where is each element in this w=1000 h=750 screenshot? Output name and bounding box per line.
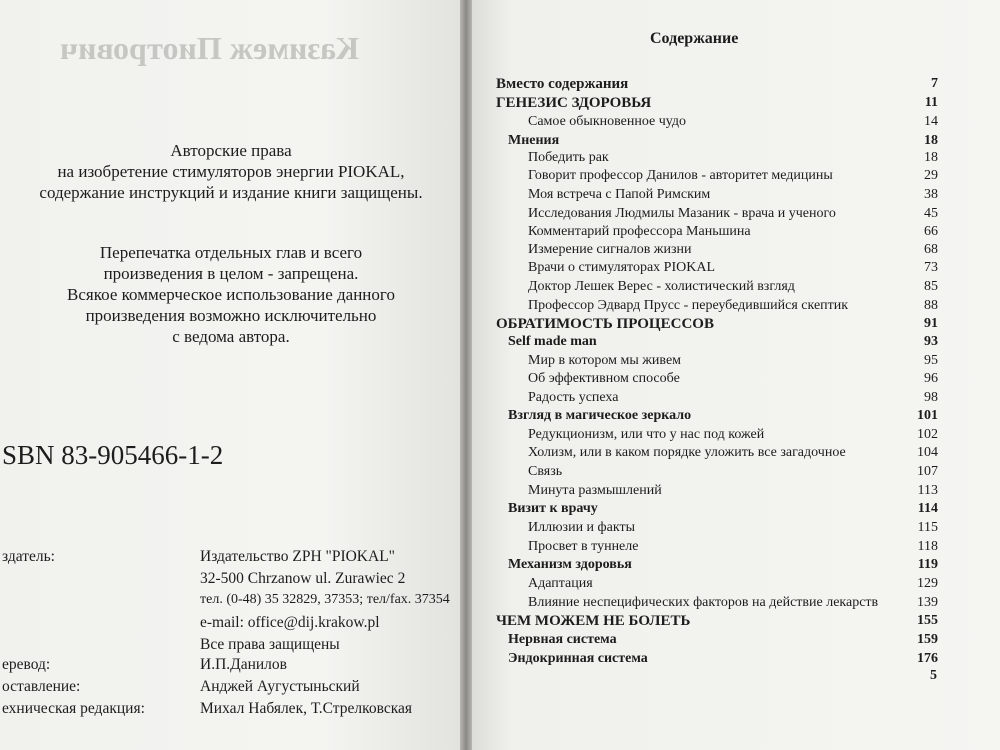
toc-entry-title: Исследования Людмилы Мазаник - врача и ученого	[528, 206, 836, 221]
toc-entry-title: Самое обыкновенное чудо	[528, 114, 687, 129]
toc-entry-page: 85	[924, 279, 938, 294]
toc-entry-page: 114	[917, 501, 938, 516]
toc-entry	[0, 186, 1000, 204]
toc-entry	[0, 315, 1000, 333]
toc-entry	[0, 612, 1000, 630]
toc-entry-page: 95	[924, 353, 938, 368]
toc-entry-page: 93	[924, 334, 938, 349]
toc-heading: Содержание	[650, 30, 739, 47]
copyright-line: содержание инструкций и издание книги защищены.	[39, 183, 423, 202]
toc-entry	[0, 482, 1000, 500]
publisher-email: e-mail: office@dij.krakow.pl	[200, 614, 380, 631]
toc-entry-title: Взгляд в магическое зеркало	[508, 408, 692, 423]
toc-entry-title: Адаптация	[528, 576, 593, 591]
toc-entry-title: Радость успеха	[528, 390, 619, 405]
toc-entry-page: 68	[924, 242, 938, 257]
toc-entry-page: 115	[917, 520, 938, 535]
toc-entry-page: 104	[917, 445, 938, 460]
toc-entry-page: 155	[917, 613, 938, 628]
toc-entry	[0, 463, 1000, 481]
toc-entry	[0, 278, 1000, 296]
toc-entry	[0, 149, 1000, 167]
toc-entry	[0, 75, 1000, 93]
toc-entry-title: Механизм здоровья	[508, 557, 632, 572]
imprint-label-technical-editing: ехническая редакция:	[2, 700, 145, 717]
toc-entry-page: 113	[917, 483, 938, 498]
imprint-label-compilation: оставление:	[2, 678, 81, 695]
isbn: SBN 83-905466-1-2	[2, 440, 224, 470]
toc-entry	[0, 650, 1000, 668]
bleed-through-author: Казимеж Пиотрович	[60, 30, 360, 66]
toc-entry-title: Редукционизм, или что у нас под кожей	[528, 427, 765, 442]
toc-entry	[0, 370, 1000, 388]
toc-entry-page: 118	[917, 539, 938, 554]
reprint-line: Перепечатка отдельных глав и всего	[99, 243, 363, 262]
toc-entry-page: 139	[917, 595, 938, 610]
toc-entry-page: 96	[924, 371, 938, 386]
reprint-line: с ведома автора.	[172, 327, 290, 346]
toc-entry-title: Просвет в туннеле	[528, 539, 639, 554]
toc-entry-title: Нервная система	[508, 632, 617, 647]
toc-entry	[0, 297, 1000, 315]
toc-entry-page: 38	[924, 187, 938, 202]
toc-entry-title: Врачи о стимуляторах PIOKAL	[528, 260, 715, 275]
toc-entry-title: Связь	[528, 464, 563, 479]
toc-entry	[0, 556, 1000, 574]
publisher-address: 32-500 Chrzanow ul. Zurawiec 2	[200, 570, 406, 587]
toc-entry-page: 98	[924, 390, 938, 405]
toc-entry-title: Иллюзии и факты	[528, 520, 635, 535]
toc-entry-page: 18	[924, 150, 938, 165]
toc-entry-title: Победить рак	[528, 150, 609, 165]
toc-entry-page: 7	[931, 76, 938, 91]
copyright-line: на изобретение стимуляторов энергии PIOKAL,	[57, 162, 405, 181]
toc-entry-title: Говорит профессор Данилов - авторитет медицины	[528, 168, 833, 183]
toc-entry-page: 102	[917, 427, 938, 442]
toc-entry	[0, 167, 1000, 185]
page-number: 5	[930, 668, 937, 683]
toc-entry	[0, 333, 1000, 351]
toc-entry	[0, 538, 1000, 556]
toc-entry-title: Доктор Лешек Верес - холистический взгляд	[528, 279, 795, 294]
toc-entry	[0, 94, 1000, 112]
toc-entry	[0, 223, 1000, 241]
technical-editors: Михал Набялек, Т.Стрелковская	[200, 700, 413, 717]
reprint-line: произведения в целом - запрещена.	[103, 264, 359, 283]
translator: И.П.Данилов	[200, 656, 287, 673]
toc-entry-page: 107	[917, 464, 938, 479]
toc-entry-page: 119	[917, 557, 938, 572]
toc-entry	[0, 631, 1000, 649]
imprint-label-translation: еревод:	[2, 656, 51, 673]
toc-entry	[0, 519, 1000, 537]
toc-entry-title: Эндокринная система	[508, 651, 648, 666]
toc-entry-title: Об эффективном способе	[528, 371, 680, 386]
publisher-phone: тел. (0-48) 35 32829, 37353; тел/fax. 37354	[200, 592, 450, 607]
reprint-line: произведения возможно исключительно	[85, 306, 377, 325]
toc-entry	[0, 500, 1000, 518]
toc-entry	[0, 113, 1000, 131]
toc-entry-title: Минута размышлений	[528, 483, 662, 498]
toc-entry-title: Измерение сигналов жизни	[528, 242, 692, 257]
toc-entry-page: 73	[924, 260, 938, 275]
toc-entry	[0, 594, 1000, 612]
toc-entry-page: 45	[924, 206, 938, 221]
toc-entry-page: 176	[917, 651, 938, 666]
toc-entry	[0, 575, 1000, 593]
toc-entry-title: Холизм, или в каком порядке уложить все загадочное	[528, 445, 846, 460]
toc-entry-page: 101	[917, 408, 938, 423]
toc-entry-page: 91	[924, 316, 938, 331]
toc-entry-page: 129	[917, 576, 938, 591]
toc-entry-title: Self made man	[508, 334, 597, 349]
copyright-line: Авторские права	[170, 141, 292, 160]
toc-entry-title: Вместо содержания	[496, 76, 629, 92]
toc-entry	[0, 259, 1000, 277]
rights-reserved: Все права защищены	[200, 636, 340, 653]
compiler: Анджей Аугустыньский	[200, 678, 360, 695]
toc-entry	[0, 444, 1000, 462]
toc-entry-title: Комментарий профессора Маньшина	[528, 224, 751, 239]
toc-entry-page: 159	[917, 632, 938, 647]
reprint-line: Всякое коммерческое использование данного	[67, 285, 395, 304]
toc-entry-page: 11	[924, 95, 938, 110]
toc-entry-page: 29	[924, 168, 938, 183]
toc-entry-page: 14	[924, 114, 938, 129]
toc-entry-title: ЧЕМ МОЖЕМ НЕ БОЛЕТЬ	[496, 613, 691, 629]
toc-entry	[0, 407, 1000, 425]
toc-entry-title: Визит к врачу	[508, 501, 598, 516]
toc-entry-title: Профессор Эдвард Прусс - переубедившийся скептик	[528, 298, 849, 313]
toc-entry	[0, 352, 1000, 370]
toc-entry	[0, 205, 1000, 223]
toc-entry-title: Мнения	[508, 133, 560, 148]
toc-entry-page: 88	[924, 298, 938, 313]
toc-entry	[0, 389, 1000, 407]
toc-entry	[0, 132, 1000, 150]
toc-entry	[0, 241, 1000, 259]
imprint-label-publisher: здатель:	[2, 548, 55, 565]
toc-entry-title: Моя встреча с Папой Римским	[528, 187, 711, 202]
toc-entry-title: Влияние неспецифических факторов на действие лекарств	[528, 595, 879, 610]
toc-entry-title: ГЕНЕЗИС ЗДОРОВЬЯ	[496, 95, 652, 111]
toc-entry-title: Мир в котором мы живем	[528, 353, 682, 368]
toc-entry-page: 18	[924, 133, 938, 148]
publisher-name: Издательство ZPH "PIOKAL"	[200, 548, 395, 565]
toc-entry-title: ОБРАТИМОСТЬ ПРОЦЕССОВ	[496, 316, 714, 332]
toc-entry	[0, 426, 1000, 444]
toc-entry-page: 66	[924, 224, 938, 239]
